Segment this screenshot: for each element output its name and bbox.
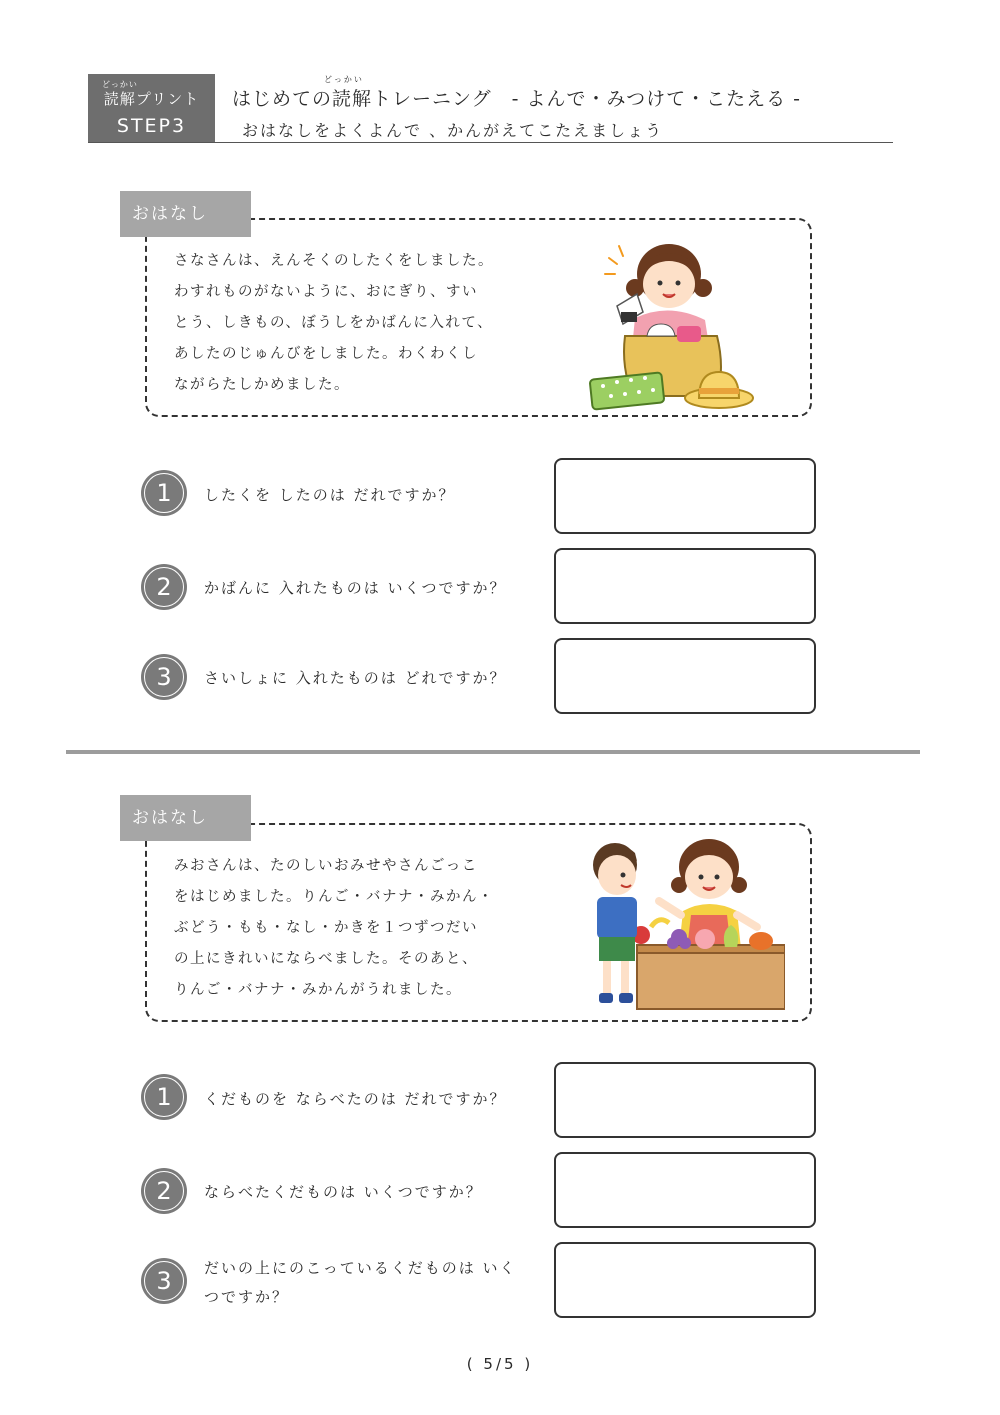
story-line: わすれものがないように、おにぎり、すい — [174, 284, 478, 300]
story-line: をはじめました。りんご・バナナ・みかん・ — [174, 889, 494, 905]
story-line: ぶどう・もも・なし・かきを１つずつだい — [174, 920, 478, 936]
fruit-shop-play-illustration — [575, 831, 785, 1021]
question-text: だいの上にのこっているくだものは いく — [204, 1259, 517, 1277]
title-ruby: どっかい — [324, 75, 364, 84]
answer-box[interactable] — [554, 1152, 816, 1228]
question-text: くだものを ならべたのは だれですか？ — [204, 1090, 507, 1108]
question-number-badge: 2 — [141, 1168, 187, 1214]
question-number-badge: 3 — [141, 654, 187, 700]
story-label: おはなし — [120, 795, 251, 841]
story-line: の上にきれいにならべました。そのあと、 — [174, 951, 478, 967]
story-line: とう、しきもの、ぼうしをかばんに入れて、 — [174, 315, 494, 331]
girl-packing-bag-illustration — [577, 228, 757, 412]
answer-box[interactable] — [554, 638, 816, 714]
answer-box[interactable] — [554, 1062, 816, 1138]
page-title: はじめての読解トレーニング - よんで・みつけて・こたえる - — [232, 88, 802, 110]
question-text: かばんに 入れたものは いくつですか？ — [204, 579, 507, 597]
story-box — [145, 218, 812, 417]
question-number-badge: 2 — [141, 564, 187, 610]
page-subtitle: おはなしをよくよんで 、かんがえてこたえましょう — [242, 121, 664, 140]
story-line: りんご・バナナ・みかんがうれました。 — [174, 982, 462, 998]
story-text — [174, 855, 524, 1010]
question-number-badge: 1 — [141, 1074, 187, 1120]
answer-box[interactable] — [554, 548, 816, 624]
story-line: あしたのじゅんびをしました。わくわくし — [174, 346, 478, 362]
story-label: おはなし — [120, 191, 251, 237]
question-text: したくを したのは だれですか？ — [204, 486, 456, 504]
section-divider — [66, 750, 920, 754]
question-number-badge: 3 — [141, 1258, 187, 1304]
answer-box[interactable] — [554, 1242, 816, 1318]
page-number: ( 5/5 ) — [466, 1355, 534, 1373]
answer-box[interactable] — [554, 458, 816, 534]
header-rule — [88, 142, 893, 143]
story-box — [145, 823, 812, 1022]
story-line: ながらたしかめました。 — [174, 377, 350, 393]
story-text — [174, 250, 524, 405]
badge-step: STEP3 — [116, 115, 187, 137]
story-line: さなさんは、えんそくのしたくをしました。 — [174, 253, 494, 269]
question-text-continued: つですか？ — [204, 1288, 290, 1306]
badge-ruby: どっかい — [102, 80, 138, 89]
question-text: さいしょに 入れたものは どれですか？ — [204, 669, 507, 687]
story-line: みおさんは、たのしいおみせやさんごっこ — [174, 858, 478, 874]
print-badge — [88, 74, 215, 142]
question-text: ならべたくだものは いくつですか？ — [204, 1183, 483, 1201]
question-number-badge: 1 — [141, 470, 187, 516]
badge-title: 読解プリント — [103, 90, 200, 108]
